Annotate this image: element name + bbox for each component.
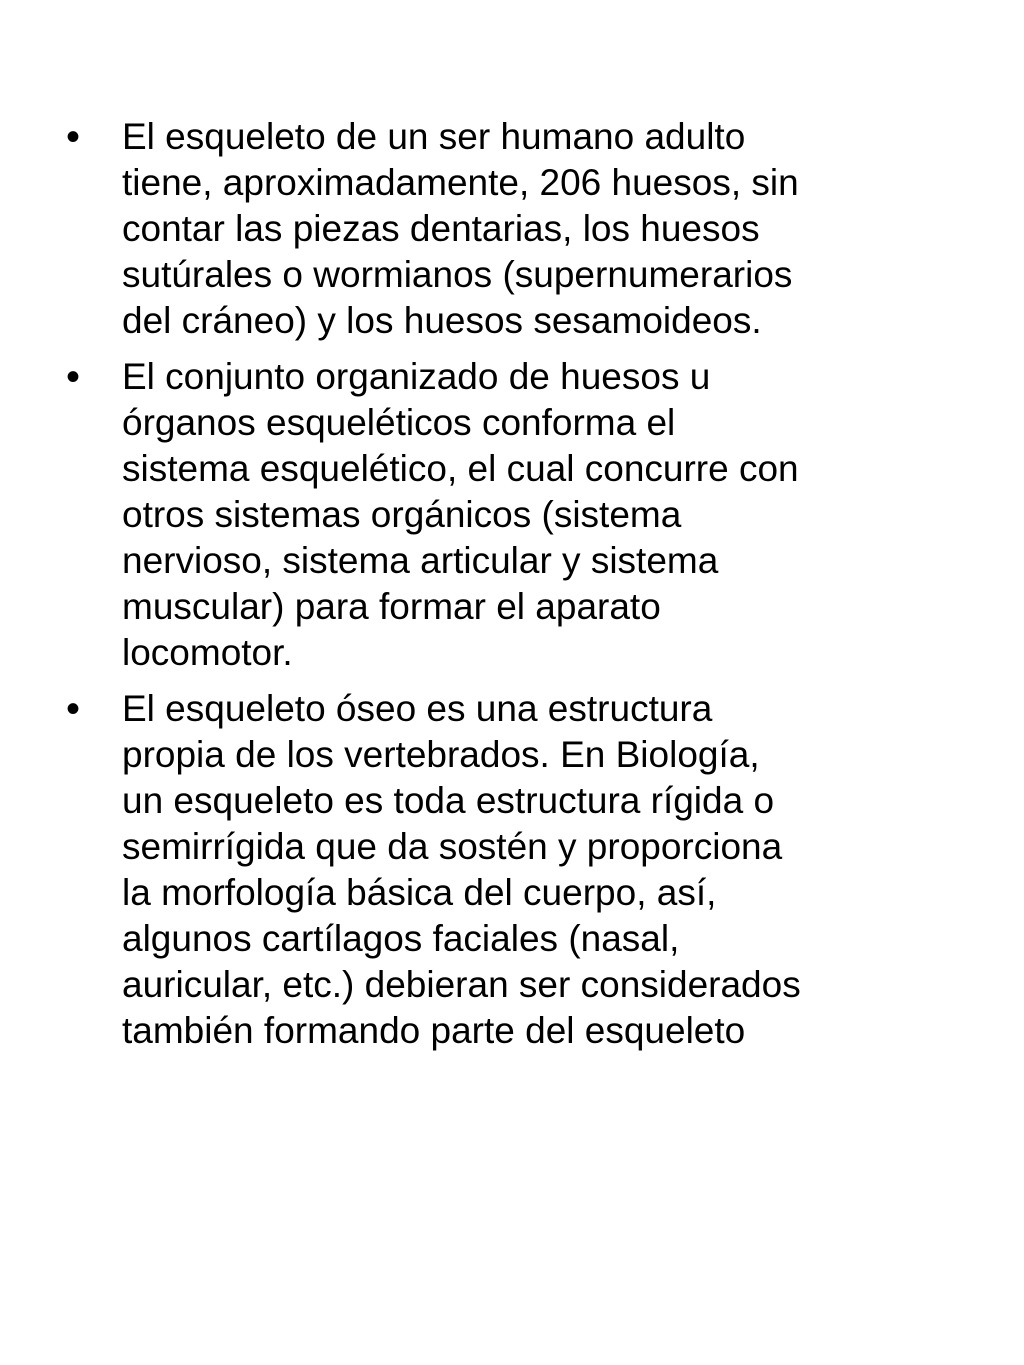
bullet-marker: • bbox=[66, 687, 81, 731]
bullet-text-line: la morfología básica del cuerpo, así, bbox=[122, 872, 717, 913]
bullet-marker: • bbox=[66, 115, 81, 159]
bullet-text-line: contar las piezas dentarias, los huesos bbox=[122, 208, 760, 249]
bullet-item-2 bbox=[60, 354, 940, 676]
bullet-text-line: muscular) para formar el aparato bbox=[122, 586, 661, 627]
bullet-item-1 bbox=[60, 114, 940, 344]
bullet-text-line: sutúrales o wormianos (supernumerarios bbox=[122, 254, 793, 295]
bullet-text-line: locomotor. bbox=[122, 632, 293, 673]
bullet-text-line: El conjunto organizado de huesos u bbox=[122, 356, 711, 397]
bullet-text-line: del cráneo) y los huesos sesamoideos. bbox=[122, 300, 762, 341]
bullet-text bbox=[122, 354, 940, 676]
bullet-text-line: órganos esqueléticos conforma el bbox=[122, 402, 676, 443]
bullet-text-line: un esqueleto es toda estructura rígida o bbox=[122, 780, 775, 821]
bullet-text-line: propia de los vertebrados. En Biología, bbox=[122, 734, 760, 775]
bullet-marker: • bbox=[66, 355, 81, 399]
bullet-item-3 bbox=[60, 686, 940, 1054]
bullet-text-line: también formando parte del esqueleto bbox=[122, 1010, 746, 1051]
bullet-text-line: auricular, etc.) debieran ser considerados bbox=[122, 964, 801, 1005]
bullet-text-line: El esqueleto de un ser humano adulto bbox=[122, 116, 746, 157]
bullet-text bbox=[122, 114, 940, 344]
bullet-text-line: sistema esquelético, el cual concurre con bbox=[122, 448, 799, 489]
bullet-text-line: El esqueleto óseo es una estructura bbox=[122, 688, 713, 729]
bullet-text bbox=[122, 686, 940, 1054]
bullet-text-line: tiene, aproximadamente, 206 huesos, sin bbox=[122, 162, 799, 203]
bullet-text-line: semirrígida que da sostén y proporciona bbox=[122, 826, 783, 867]
bullet-text-line: otros sistemas orgánicos (sistema bbox=[122, 494, 682, 535]
bullet-list bbox=[60, 114, 940, 1064]
bullet-text-line: algunos cartílagos faciales (nasal, bbox=[122, 918, 680, 959]
bullet-text-line: nervioso, sistema articular y sistema bbox=[122, 540, 719, 581]
